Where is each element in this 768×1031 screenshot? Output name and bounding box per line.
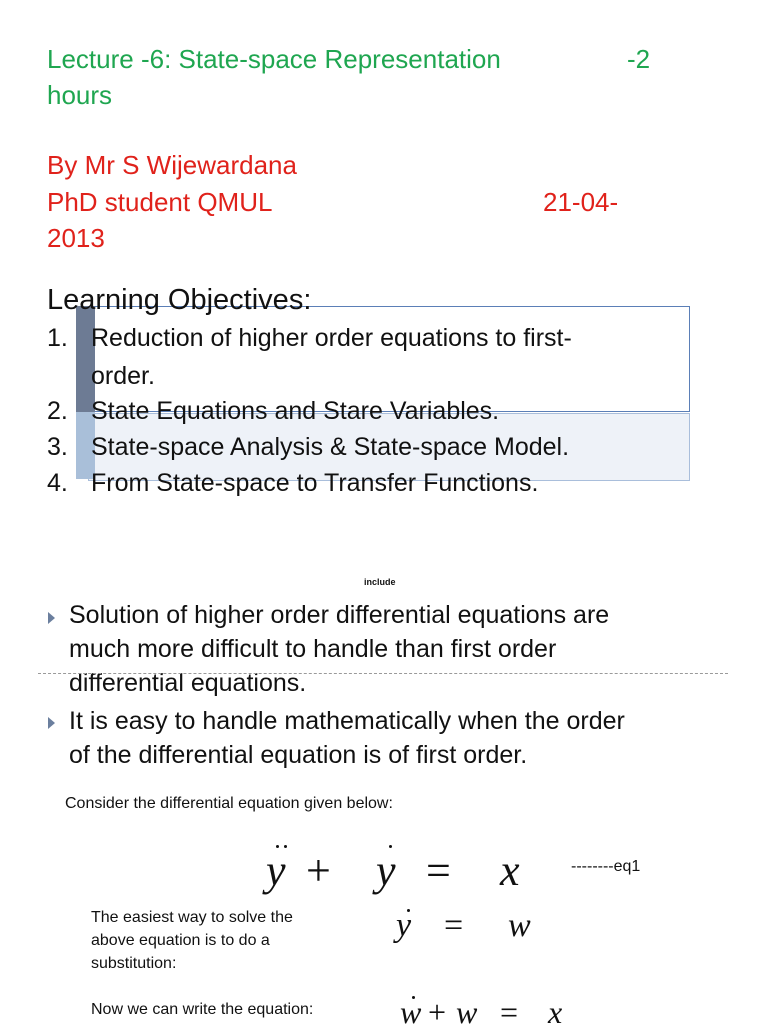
bullet-arrow-icon	[48, 612, 55, 624]
objective-number: 3.	[47, 433, 68, 461]
eq1-y-dot: y	[376, 846, 396, 895]
lecture-date-year: 2013	[47, 223, 105, 253]
substitution-text: substitution:	[91, 955, 177, 972]
objective-item-continued	[47, 362, 155, 391]
objectives-heading: Learning Objectives:	[47, 284, 312, 316]
objective-text: Reduction of higher order equations to first-	[91, 324, 572, 352]
eq1-x: x	[500, 846, 520, 895]
eq2-x: x	[548, 994, 563, 1030]
dashed-divider	[38, 673, 728, 674]
objective-text: State Equations and Stare Variables.	[91, 397, 500, 425]
bullet-text: much more difficult to handle than first order	[69, 635, 557, 663]
objective-item	[47, 433, 569, 462]
substitution-text: above equation is to do a	[91, 932, 270, 949]
eq1-equals: =	[426, 846, 451, 895]
include-label: include	[364, 577, 396, 587]
objective-text: order.	[91, 362, 155, 390]
objective-number: 2.	[47, 397, 68, 425]
objective-item	[47, 397, 499, 426]
now-text: Now we can write the equation:	[91, 1001, 314, 1018]
bullet-arrow-icon	[48, 717, 55, 729]
objective-item	[47, 469, 538, 498]
sub-equals: =	[444, 907, 464, 944]
consider-text: Consider the differential equation given below:	[65, 795, 393, 812]
author-affiliation: PhD student QMUL	[47, 187, 273, 217]
substitution-text: The easiest way to solve the	[91, 909, 293, 926]
lecture-date: 21-04-	[543, 187, 619, 217]
eq2-plus: +	[428, 994, 447, 1030]
eq1-y-ddot: y	[266, 846, 286, 895]
eq2-w: w	[456, 994, 478, 1030]
sub-y-dot: y	[396, 907, 412, 944]
objective-text: From State-space to Transfer Functions.	[91, 469, 539, 497]
bullet-text: Solution of higher order differential equations are	[69, 601, 610, 629]
lecture-duration-unit: hours	[47, 80, 113, 110]
lecture-duration: -2	[627, 44, 651, 74]
eq2-w-dot: w	[400, 994, 422, 1030]
eq2-equals: =	[500, 994, 519, 1030]
author-name: By Mr S Wijewardana	[47, 150, 297, 180]
objective-number: 4.	[47, 469, 68, 497]
eq1-label: --------eq1	[571, 858, 641, 875]
lecture-title: Lecture -6: State-space Representation	[47, 44, 501, 74]
sub-w: w	[508, 907, 531, 944]
bullet-text: of the differential equation is of first order.	[69, 741, 528, 769]
bullet-text: It is easy to handle mathematically when the order	[69, 707, 625, 735]
eq1-plus: +	[306, 846, 331, 895]
objective-number: 1.	[47, 324, 68, 352]
bullet-text: differential equations.	[69, 669, 307, 697]
objective-item	[47, 324, 572, 353]
objective-text: State-space Analysis & State-space Model.	[91, 433, 570, 461]
